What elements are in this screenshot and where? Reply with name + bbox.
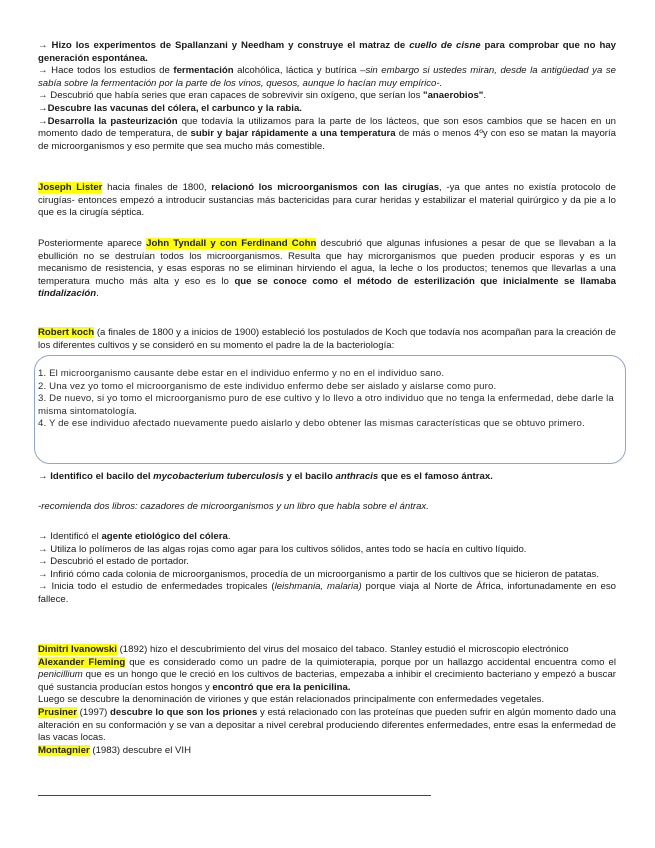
postulate-item: 2. Una vez yo tomo el microorganismo de este individuo enfermo debe ser aislado y aislarse como puro.: [38, 380, 497, 392]
bullet-item: → Identificó el agente etiológico del cólera.: [38, 531, 231, 542]
viriones-entry: Luego se descubre la denominación de viriones y que están relacionados principalmente con enfermedades vegetales.: [38, 694, 545, 706]
postulates-list: [38, 368, 616, 431]
vacunas-line: →Descubre las vacunas del cólera, el carbunco y la rabia.: [38, 102, 302, 114]
bullet-item: → Infirió cómo cada colonia de microorganismos, procedía de un microorganismo a partir de los cultivos que se hicieron de patatas.: [38, 568, 599, 580]
matraz-line: → Hizo los experimentos de Spallanzani y Needham y construye el matraz de cuello de cisne para comprobar que no hay generación espontánea.: [38, 40, 616, 64]
final-section: [38, 644, 616, 757]
footer-divider: [38, 795, 431, 796]
postulate-item: 4. Y de ese individuo afectado nuevamente puedo aislarlo y debo obtener las mismas características que se obtuvo primero.: [38, 418, 585, 430]
ivanowski-entry: Dimitri Ivanowski (1892) hizo el descubrimiento del virus del mosaico del tabaco. Stanley estudió el microscopio electrónico: [38, 644, 569, 655]
bullet-item: → Descubrió el estado de portador.: [38, 556, 189, 568]
anaerobios-line: → Descubrió que había series que eran capaces de sobrevivir sin oxígeno, que serían los "anaerobios".: [38, 90, 486, 102]
postulate-item: 3. De nuevo, si yo tomo el microorganismo puro de ese cultivo y lo llevo a otro individuo que no tenga la enfermedad, debe darle la misma sintomatología.: [38, 393, 614, 417]
fleming-entry: Alexander Fleming que es considerado como un padre de la quimioterapia, porque por un hallazgo accidental encuentra como el penicillium que es un hongo que le creció en los cultivos de bacterias, empezaba a inhibir el crecimiento bacteriano y empezó a buscar qué sustancia producían estos hongos y encontró que era la penicilina.: [38, 656, 617, 693]
bullet-item: → Utiliza lo polímeros de las algas rojas como agar para los cultivos sólidos, antes todo se hacía en cultivo líquido.: [38, 543, 527, 555]
prusiner-entry: Prusiner (1997) descubre lo que son los priones y está relacionado con las proteínas que pueden sufrir en algún momento dado una alteración en su conformación y se van a depositar a nivel cerebral produciendo diferentes enfermedades, entre esas la enfermedad de las vacas locas.: [38, 706, 616, 744]
lister-paragraph: Joseph Lister hacia finales de 1800, relacionó los microorganismos con las cirugías, -ya que antes no existía protocolo de cirugías- entonces empezó a introducir sustancias más bactericidas para curar heridas y estabilizar el material quirúrgico y da pie a lo que es la cirugía séptica.: [38, 182, 616, 219]
koch-paragraph: Robert koch (a finales de 1800 y a inicios de 1900) estableció los postulados de Koch que todavía nos acompañan para la creación de los diferentes cultivos y se consideró en su momento el padre la de la bacteriología:: [38, 327, 616, 351]
koch-achievements: [38, 531, 616, 607]
recommend-line: -recomienda dos libros: cazadores de microorganismos y un libro que habla sobre el ántrax.: [38, 501, 429, 512]
fermentation-line: → Hace todos los estudios de fermentación alcohólica, láctica y butírica –sin embargo si ustedes miran, desde la antigüedad ya se sabía sobre la fermentación por la parte de los vinos, quesos, aunque lo hacían muy empírico-.: [38, 65, 616, 89]
intro-section: [38, 40, 616, 153]
postulate-item: 1. El microorganismo causante debe estar en el individuo enfermo y no en el individuo sano.: [38, 368, 445, 379]
tyndall-paragraph: Posteriormente aparece John Tyndall y con Ferdinand Cohn descubrió que algunas infusiones a pesar de que se llevaban a la ebullición no se destruían todos los microorganismos. Resulta que hay microrganismos que pueden producir esporas y es un mecanismo de resistencia, y esas esporas no se eliminan hirviendo el agua, la leche o los productos; tenemos que llevarlas a una temperatura mucho más alta y eso es lo que se conoce como el método de esterilización que inicialmente se llamaba tindalización.: [38, 238, 617, 300]
montagnier-entry: Montagnier (1983) descubre el VIH: [38, 744, 192, 756]
bullet-item: → Inicia todo el estudio de enfermedades tropicales (leishmania, malaria) porque viaja al Norte de África, infortunadamente en eso fallece.: [38, 581, 616, 605]
pasteurizacion-line: →Desarrolla la pasteurización que todavía la utilizamos para la parte de los lácteos, que son esos cambios que se hacen en un momento dado de temperatura, de subir y bajar rápidamente a una temperatura de más o menos 4ºy con eso se matan la mayoría de microorganismos y eso permite que sea mucho más comestible.: [38, 115, 617, 152]
bacilo-line: → Identifico el bacilo del mycobacterium tuberculosis y el bacilo anthracis que es el famoso ántrax.: [38, 471, 493, 482]
